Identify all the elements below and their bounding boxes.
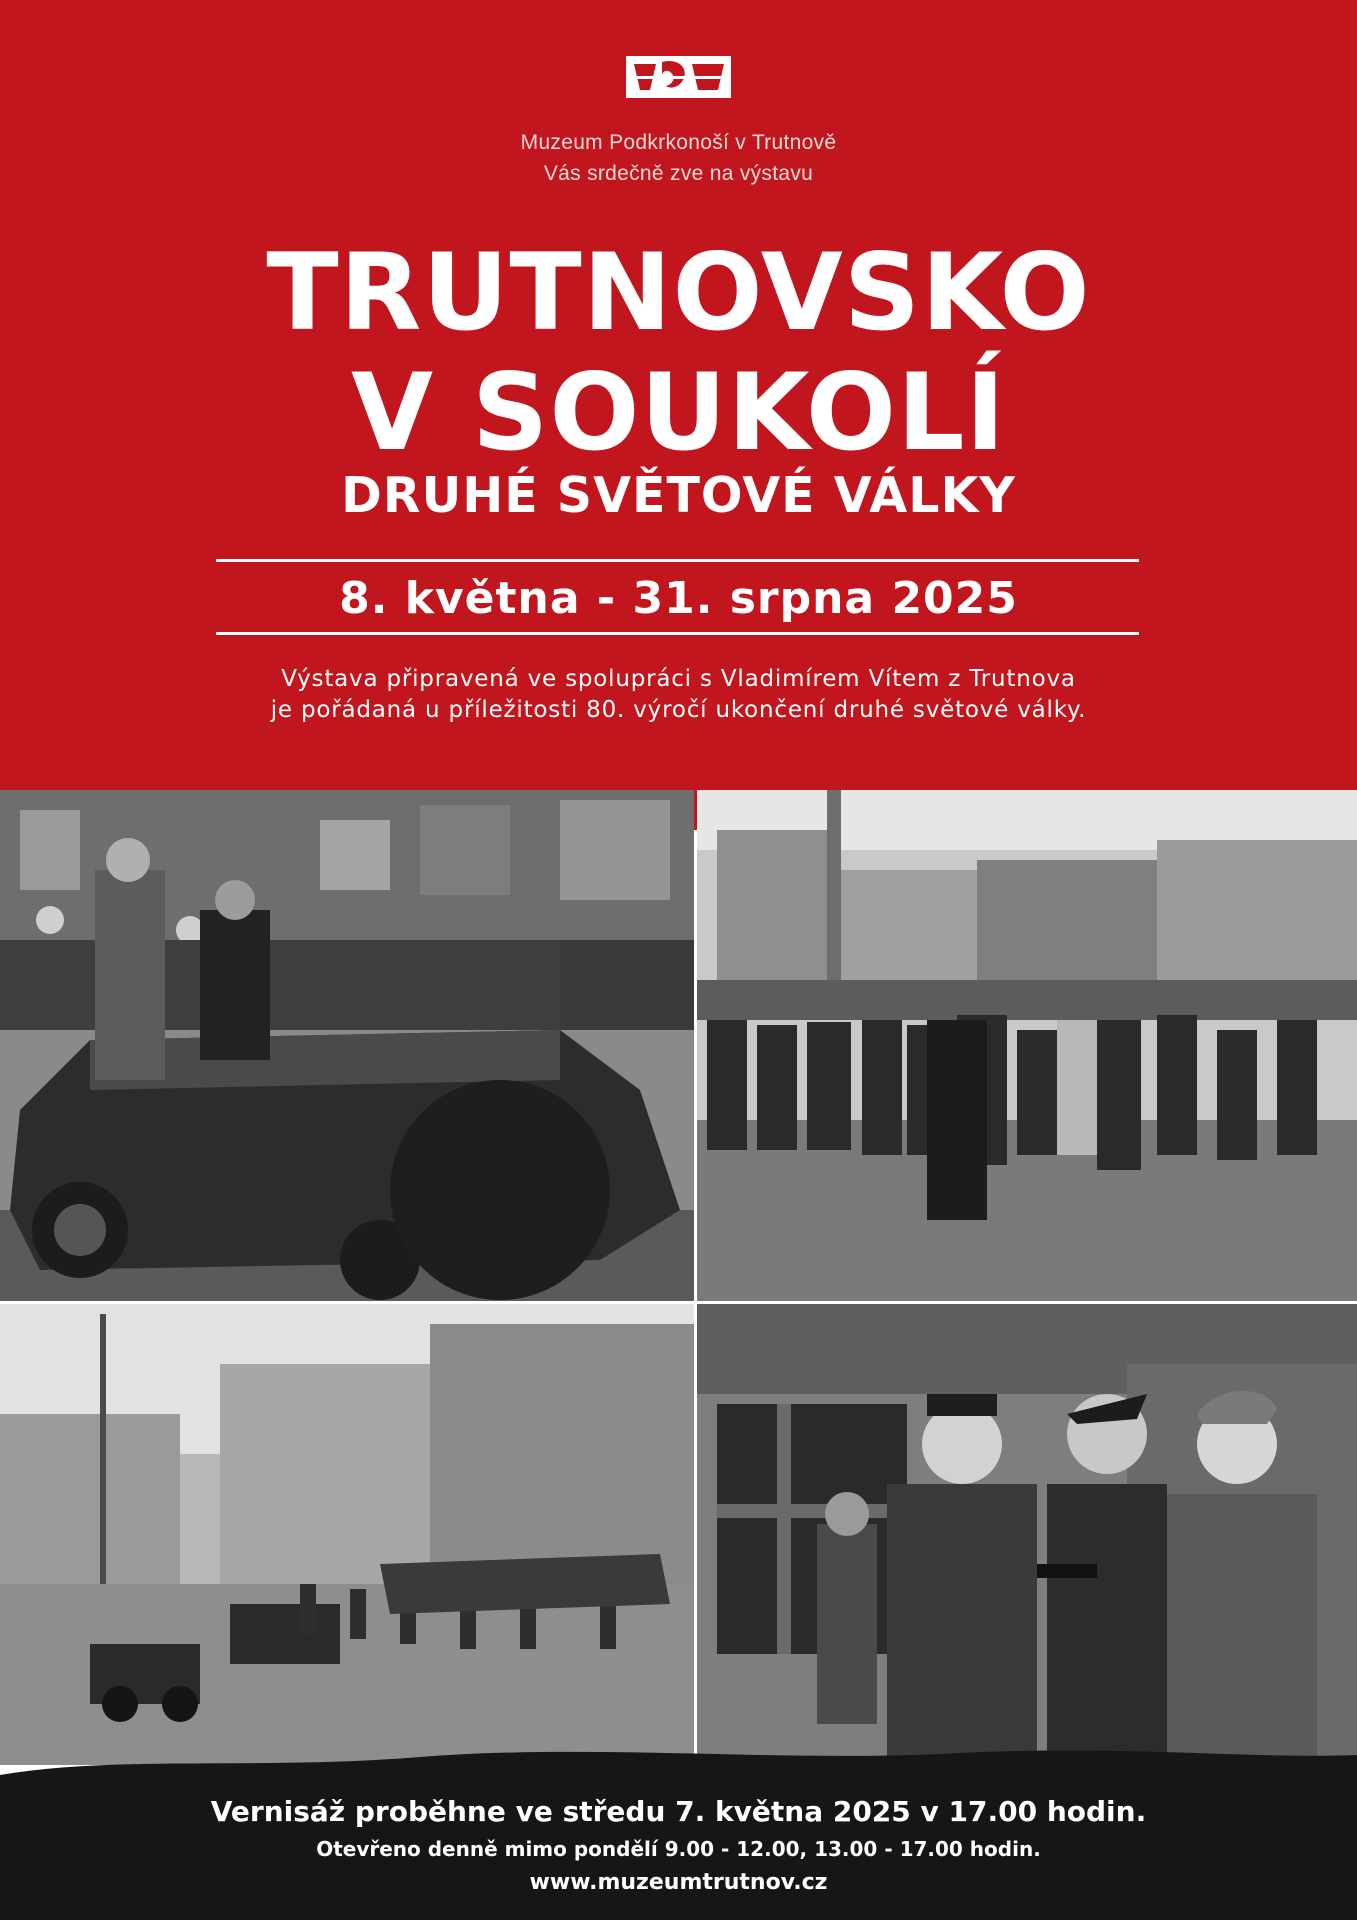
description-line-1: Výstava připravená ve spolupráci s Vladimírem Vítem z Trutnova (281, 666, 1076, 692)
invitation-line: Vás srdečně zve na výstavu (543, 162, 814, 185)
opening-ceremony-text: Vernisáž proběhne ve středu 7. května 2025 v 17.00 hodin. (210, 1795, 1147, 1828)
opening-hours-text: Otevřeno denně mimo pondělí 9.00 - 12.00, 13.00 - 17.00 hodin. (316, 1837, 1041, 1861)
photo-military-vehicles (0, 1304, 694, 1765)
exhibition-dates: 8. května - 31. srpna 2025 (339, 573, 1018, 624)
title-line-3: DRUHÉ SVĚTOVÉ VÁLKY (341, 467, 1016, 524)
photo-motorcade (0, 790, 694, 1301)
title-line-1: TRUTNOVSKO (266, 231, 1091, 354)
divider-top (216, 559, 1139, 562)
website-link[interactable]: www.muzeumtrutnov.cz (529, 1870, 828, 1895)
photo-soldiers (697, 1304, 1357, 1765)
title-line-2: V SOUKOLÍ (351, 351, 1006, 474)
photo-square-gathering (697, 790, 1357, 1301)
organizer-name: Muzeum Podkrkonoší v Trutnově (520, 131, 837, 154)
description-line-2: je pořádaná u příležitosti 80. výročí ukončení druhé světové války. (270, 697, 1087, 723)
museum-logo-icon (626, 56, 731, 98)
divider-bottom (216, 632, 1139, 635)
